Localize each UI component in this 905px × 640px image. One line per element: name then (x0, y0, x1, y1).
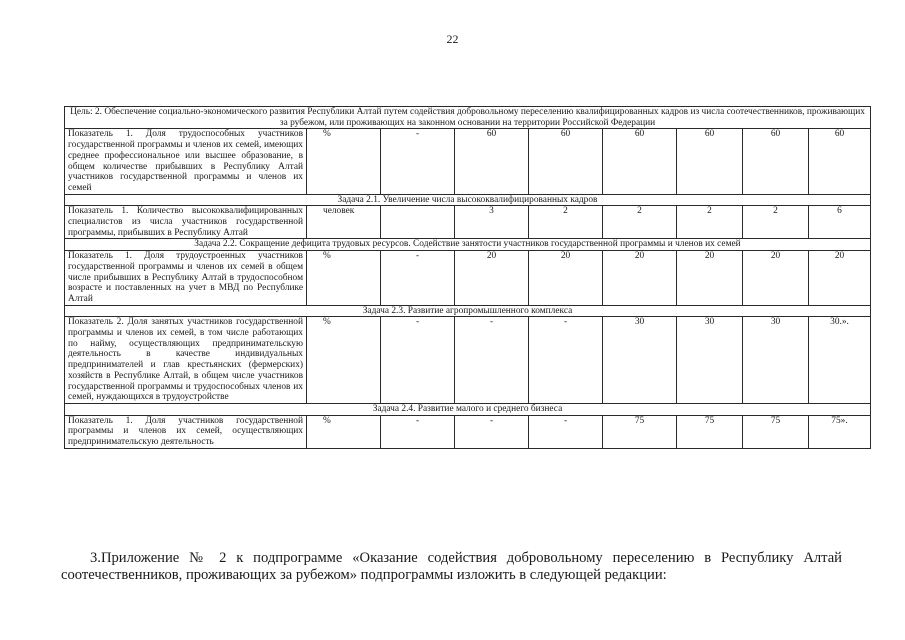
indicator-row (65, 129, 871, 194)
value-cell: - (529, 317, 603, 404)
value-cell: 60 (455, 129, 529, 194)
value-cell: 75 (677, 415, 743, 448)
value-cell: 20 (809, 251, 871, 306)
task-row (65, 305, 871, 317)
indicator-cell: Показатель 2. Доля занятых участников государственной программы и членов их семей, в том числе работающих по найму, осуществляющих предпринимательскую деятельность в качестве индивидуальных предпринимателей и глав крестьянских (фермерских) хозяйств в Республике Алтай, в общем числе участников государственной программы и трудоспособных членов их семей, нуждающихся в трудоустройстве (65, 317, 307, 404)
value-cell: 75». (809, 415, 871, 448)
value-cell: 20 (603, 251, 677, 306)
task-row (65, 403, 871, 415)
unit-cell: % (307, 317, 381, 404)
task-row (65, 239, 871, 251)
value-cell: 2 (677, 206, 743, 239)
indicator-row (65, 415, 871, 448)
indicator-cell: Показатель 1. Доля трудоустроенных участников государственной программы и членов их семей в общем числе прибывших в Республику Алтай в трудоспособном возрасте и поставленных на учет в МВД по Республике Алтай (65, 251, 307, 306)
task-cell: Задача 2.1. Увеличение числа высококвалифицированных кадров (65, 194, 871, 206)
value-cell: 30 (603, 317, 677, 404)
page-number: 22 (446, 32, 459, 46)
value-cell: 20 (743, 251, 809, 306)
value-cell: - (381, 251, 455, 306)
indicator-cell: Показатель 1. Доля трудоспособных участников государственной программы и членов их семей, имеющих среднее профессиональное или высшее образование, в общем количестве прибывших в Республику Алтай участников государственной программы и членов их семей (65, 129, 307, 194)
indicator-row (65, 251, 871, 306)
goal-row (65, 107, 871, 129)
task-cell: Задача 2.2. Сокращение дефицита трудовых ресурсов. Содействие занятости участников государственной программы и членов их семей (65, 239, 871, 251)
value-cell: 2 (603, 206, 677, 239)
body-paragraph (61, 550, 842, 584)
value-cell: 60 (677, 129, 743, 194)
value-cell: 30 (677, 317, 743, 404)
value-cell: - (455, 317, 529, 404)
value-cell: 30 (743, 317, 809, 404)
task-cell: Задача 2.4. Развитие малого и среднего бизнеса (65, 403, 871, 415)
value-cell: - (529, 415, 603, 448)
value-cell: 60 (603, 129, 677, 194)
value-cell: 2 (743, 206, 809, 239)
value-cell: 20 (529, 251, 603, 306)
value-cell: - (455, 415, 529, 448)
indicators-table (64, 106, 871, 449)
value-cell: - (381, 317, 455, 404)
value-cell: 3 (455, 206, 529, 239)
value-cell: 30.». (809, 317, 871, 404)
value-cell: 75 (743, 415, 809, 448)
value-cell: 60 (529, 129, 603, 194)
task-cell: Задача 2.3. Развитие агропромышленного комплекса (65, 305, 871, 317)
value-cell: 20 (677, 251, 743, 306)
value-cell: - (381, 129, 455, 194)
goal-cell: Цель: 2. Обеспечение социально-экономического развития Республики Алтай путем содействия добровольному переселению квалифицированных кадров из числа соотечественников, проживающих за рубежом, или проживающих на законном основании на территории Российской Федерации (65, 107, 871, 129)
task-row (65, 194, 871, 206)
indicator-cell: Показатель 1. Доля участников государственной программы и членов их семей, осуществляющих предпринимательскую деятельность (65, 415, 307, 448)
unit-cell: % (307, 415, 381, 448)
value-cell: 75 (603, 415, 677, 448)
indicator-row (65, 206, 871, 239)
paragraph-line-2: соотечественников, проживающих за рубежом» подпрограммы изложить в следующей редакции: (61, 567, 667, 583)
indicator-row (65, 317, 871, 404)
value-cell: - (381, 415, 455, 448)
value-cell: 60 (809, 129, 871, 194)
indicator-cell: Показатель 1. Количество высококвалифицированных специалистов из числа участников государственной программы, прибывших в Республику Алтай (65, 206, 307, 239)
value-cell: 60 (743, 129, 809, 194)
unit-cell: человек (307, 206, 381, 239)
unit-cell: % (307, 129, 381, 194)
paragraph-line-1: 3.Приложение № 2 к подпрограмме «Оказание содействия добровольному переселению в Республику Алтай (90, 550, 842, 566)
value-cell: 20 (455, 251, 529, 306)
value-cell: 6 (809, 206, 871, 239)
value-cell: 2 (529, 206, 603, 239)
value-cell (381, 206, 455, 239)
unit-cell: % (307, 251, 381, 306)
